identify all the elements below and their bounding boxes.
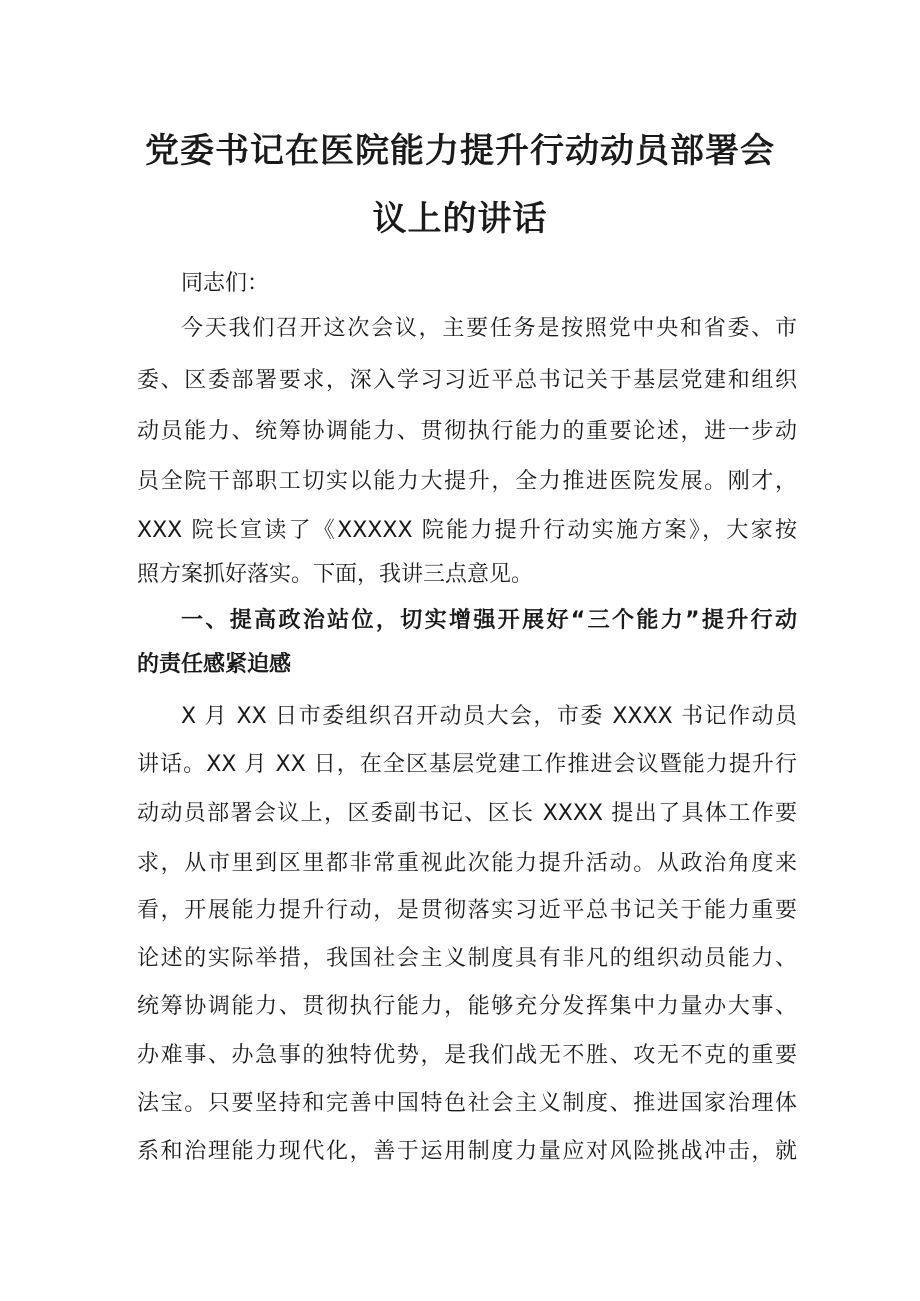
paragraph-1-line-3: 动员能力、统筹协调能力、贯彻执行能力的重要论述，进一步动 [137, 419, 797, 444]
paragraph-1-line-1: 今天我们召开这次会议，主要任务是按照党中央和省委、市 [181, 316, 797, 341]
paragraph-2-line-1: X 月 XX 日市委组织召开动员大会，市委 XXXX 书记作动员 [181, 704, 797, 729]
document-title-line-2: 议上的讲话 [372, 199, 548, 239]
paragraph-2-line-8: 办难事、办急事的独特优势，是我们战无不胜、攻无不克的重要 [137, 1043, 797, 1068]
paragraph-2-line-2: 讲话。XX 月 XX 日，在全区基层党建工作推进会议暨能力提升行 [137, 752, 797, 777]
salutation: 同志们： [181, 271, 270, 296]
paragraph-2-line-3: 动动员部署会议上，区委副书记、区长 XXXX 提出了具体工作要 [137, 801, 797, 826]
paragraph-1-line-2: 委、区委部署要求，深入学习习近平总书记关于基层党建和组织 [137, 368, 797, 393]
paragraph-2-line-5: 看，开展能力提升行动，是贯彻落实习近平总书记关于能力重要 [137, 898, 797, 923]
paragraph-2-line-9: 法宝。只要坚持和完善中国特色社会主义制度、推进国家治理体 [137, 1091, 797, 1116]
paragraph-1-line-5: XXX 院长宣读了《XXXXX 院能力提升行动实施方案》，大家按 [137, 518, 797, 543]
paragraph-2-line-4: 求，从市里到区里都非常重视此次能力提升活动。从政治角度来 [137, 851, 797, 876]
paragraph-1-line-6: 照方案抓好落实。下面，我讲三点意见。 [137, 562, 534, 587]
paragraph-2-line-10: 系和治理能力现代化，善于运用制度力量应对风险挑战冲击，就 [137, 1139, 797, 1164]
section-heading-1-line-2: 的责任感紧迫感 [137, 652, 292, 677]
paragraph-2-line-6: 论述的实际举措，我国社会主义制度具有非凡的组织动员能力、 [137, 946, 797, 971]
paragraph-2-line-7: 统筹协调能力、贯彻执行能力，能够充分发挥集中力量办大事、 [137, 994, 797, 1019]
document-title-line-1: 党委书记在医院能力提升行动动员部署会 [145, 131, 775, 171]
section-heading-1-line-1: 一、提高政治站位，切实增强开展好“三个能力”提升行动 [181, 608, 797, 633]
paragraph-1-line-4: 员全院干部职工切实以能力大提升，全力推进医院发展。刚才， [137, 469, 797, 494]
